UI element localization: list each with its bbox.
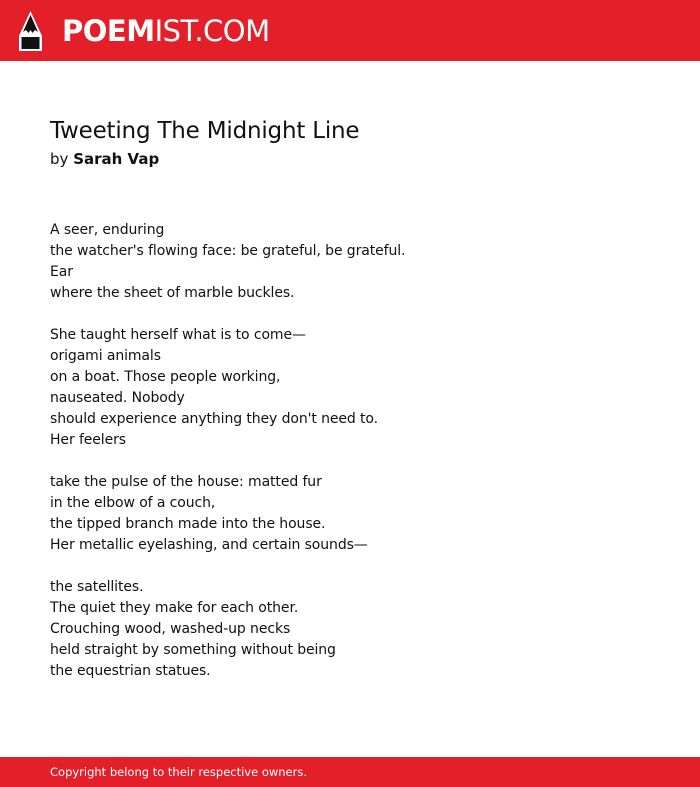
stanza <box>50 220 670 304</box>
poem-line: should experience anything they don't need to. <box>50 411 378 427</box>
poem-line: held straight by something without being <box>50 642 336 658</box>
stanza <box>50 577 670 682</box>
poem-line: the tipped branch made into the house. <box>50 516 326 532</box>
poem-line: She taught herself what is to come— <box>50 327 306 343</box>
site-footer <box>0 757 700 787</box>
logo-bold-text: POEM <box>62 14 155 48</box>
poem-line: take the pulse of the house: matted fur <box>50 474 322 490</box>
poem-line: origami animals <box>50 348 161 364</box>
poem-line: The quiet they make for each other. <box>50 600 299 616</box>
poem-container <box>50 115 670 703</box>
by-label: by <box>50 150 69 168</box>
copyright-text: Copyright belong to their respective owners. <box>50 765 308 779</box>
site-logo-link[interactable] <box>18 10 270 52</box>
byline <box>50 149 670 169</box>
poem-line: the watcher's flowing face: be grateful, be grateful. <box>50 243 406 259</box>
poem-body <box>50 220 670 682</box>
poem-line: the satellites. <box>50 579 144 595</box>
poem-line: A seer, enduring <box>50 222 165 238</box>
poem-line: in the elbow of a couch, <box>50 495 216 511</box>
poem-line: where the sheet of marble buckles. <box>50 285 295 301</box>
logo-light-text: IST.COM <box>154 14 270 48</box>
poem-line: nauseated. Nobody <box>50 390 185 406</box>
stanza <box>50 472 670 556</box>
poem-line: Her feelers <box>50 432 126 448</box>
poem-line: Her metallic eyelashing, and certain sounds— <box>50 537 368 553</box>
poem-line: Ear <box>50 264 73 280</box>
poem-line: Crouching wood, washed-up necks <box>50 621 291 637</box>
poem-line: the equestrian statues. <box>50 663 211 679</box>
stanza <box>50 325 670 451</box>
poem-line: on a boat. Those people working, <box>50 369 281 385</box>
site-header <box>0 0 700 61</box>
author-name: Sarah Vap <box>73 150 160 168</box>
site-logo-text <box>62 10 270 52</box>
pencil-icon <box>18 10 43 52</box>
poem-title: Tweeting The Midnight Line <box>50 118 360 144</box>
